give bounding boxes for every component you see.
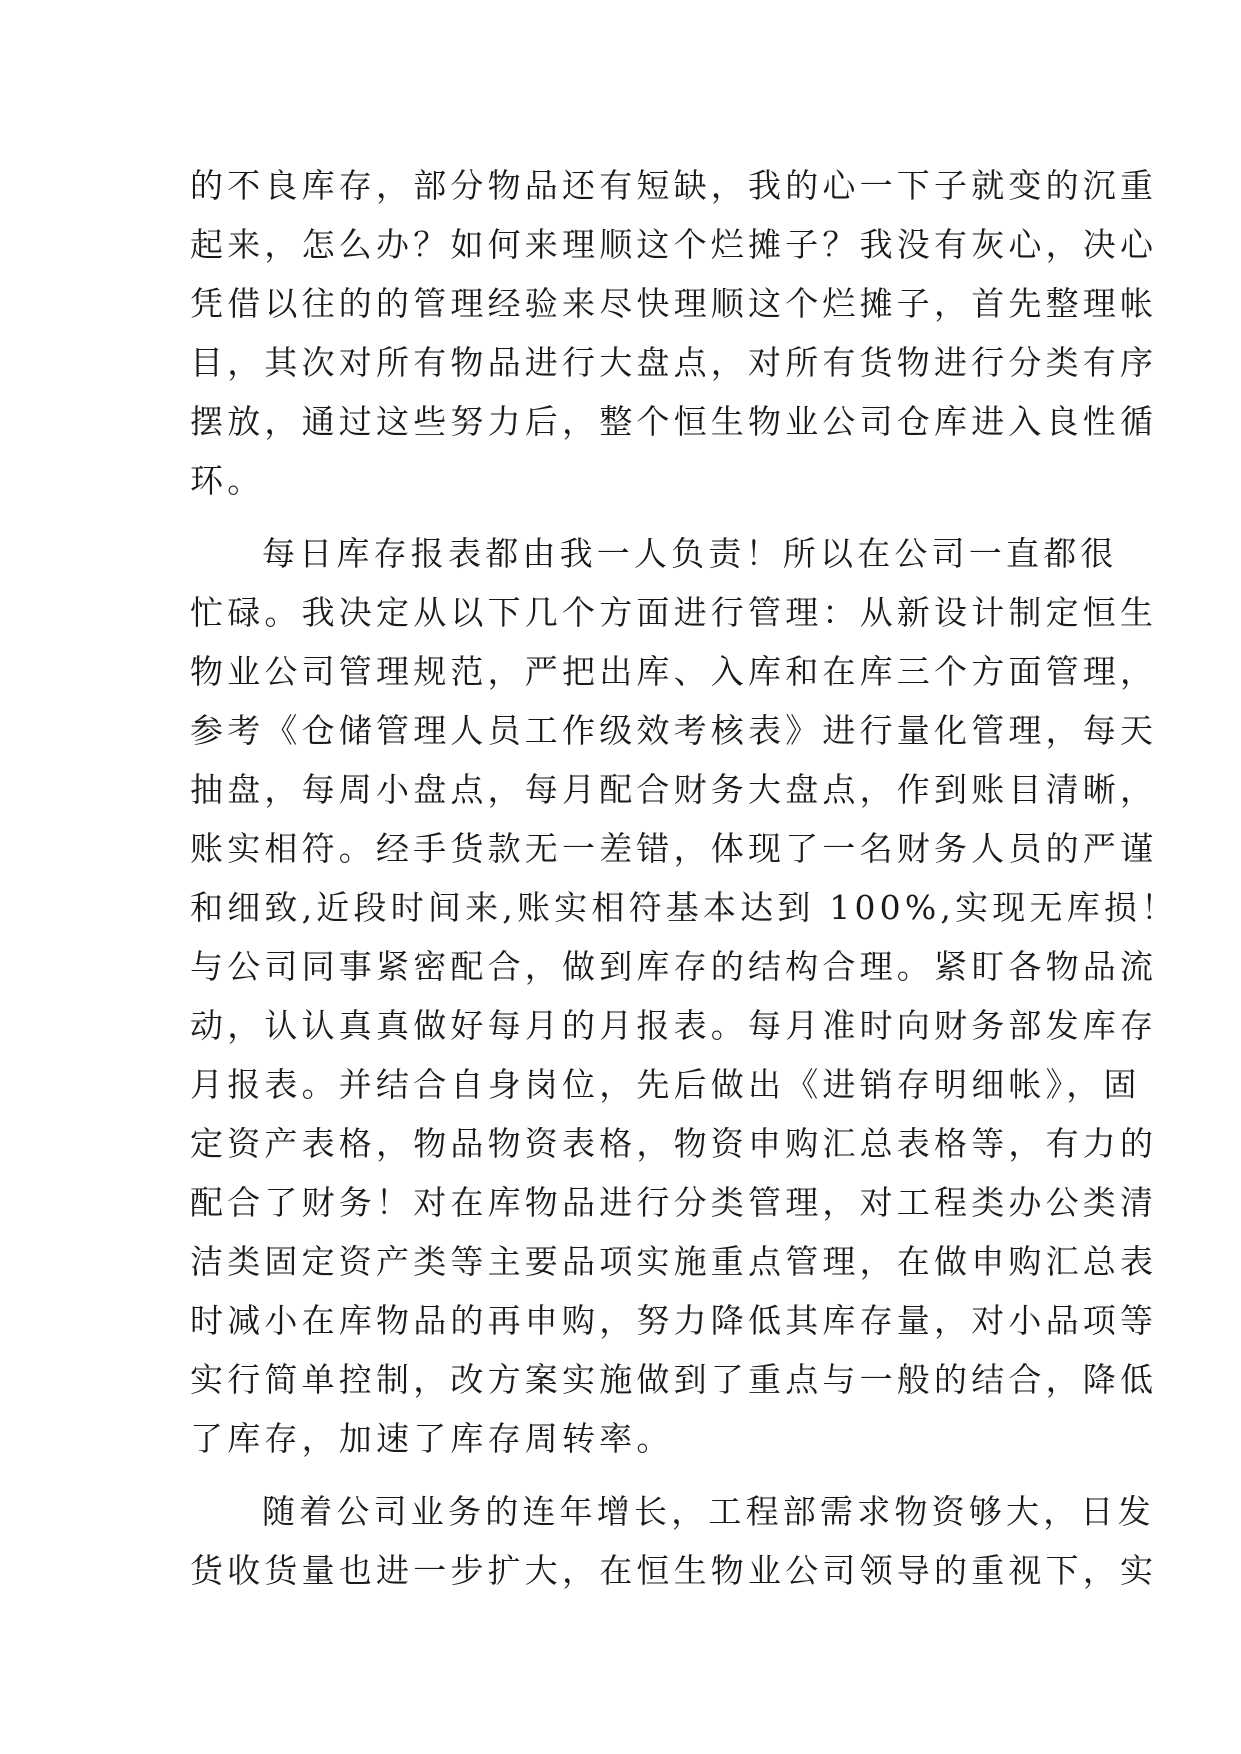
text-line: 环。 (190, 461, 265, 500)
text-line: 定资产表格，物品物资表格，物资申购汇总表格等，有力的 (190, 1124, 1158, 1163)
text-line: 动，认认真真做好每月的月报表。每月准时向财务部发库存 (190, 1006, 1158, 1045)
text-line: 洁类固定资产类等主要品项实施重点管理，在做申购汇总表 (190, 1242, 1158, 1281)
text-line: 时减小在库物品的再申购，努力降低其库存量，对小品项等 (190, 1301, 1158, 1340)
paragraph-3 (190, 1482, 1158, 1600)
text-line: 实行简单控制，改方案实施做到了重点与一般的结合，降低 (190, 1360, 1158, 1399)
text-line: 和细致,近段时间来,账实相符基本达到 100%,实现无库损！ (190, 888, 1179, 927)
text-line: 参考《仓储管理人员工作级效考核表》进行量化管理，每天 (190, 711, 1158, 750)
paragraph-2 (190, 524, 1179, 1468)
text-line: 凭借以往的的管理经验来尽快理顺这个烂摊子，首先整理帐 (190, 284, 1158, 323)
paragraph-gap (190, 510, 1070, 524)
body-text (190, 156, 1179, 1600)
text-line: 抽盘，每周小盘点，每月配合财务大盘点，作到账目清晰， (190, 770, 1158, 809)
text-line: 起来，怎么办？如何来理顺这个烂摊子？我没有灰心，决心 (190, 225, 1158, 264)
paragraph-1 (190, 156, 1158, 510)
text-line: 月报表。并结合自身岗位，先后做出《进销存明细帐》，固 (190, 1065, 1141, 1104)
text-line: 了库存，加速了库存周转率。 (190, 1419, 674, 1458)
text-line: 摆放，通过这些努力后，整个恒生物业公司仓库进入良性循 (190, 402, 1158, 441)
text-line: 账实相符。经手货款无一差错，体现了一名财务人员的严谨 (190, 829, 1158, 868)
text-line: 忙碌。我决定从以下几个方面进行管理：从新设计制定恒生 (190, 593, 1158, 632)
paragraph-gap (190, 1468, 1070, 1482)
text-line: 货收货量也进一步扩大，在恒生物业公司领导的重视下，实 (190, 1551, 1158, 1590)
text-line: 目，其次对所有物品进行大盘点，对所有货物进行分类有序 (190, 343, 1158, 382)
text-line: 的不良库存，部分物品还有短缺，我的心一下子就变的沉重 (190, 166, 1158, 205)
text-line: 物业公司管理规范，严把出库、入库和在库三个方面管理， (190, 652, 1158, 691)
text-line: 与公司同事紧密配合，做到库存的结构合理。紧盯各物品流 (190, 947, 1158, 986)
text-line: 配合了财务！对在库物品进行分类管理，对工程类办公类清 (190, 1183, 1158, 1222)
text-line: 随着公司业务的连年增长，工程部需求物资够大，日发 (262, 1492, 1155, 1531)
text-line: 每日库存报表都由我一人负责！所以在公司一直都很 (262, 534, 1118, 573)
